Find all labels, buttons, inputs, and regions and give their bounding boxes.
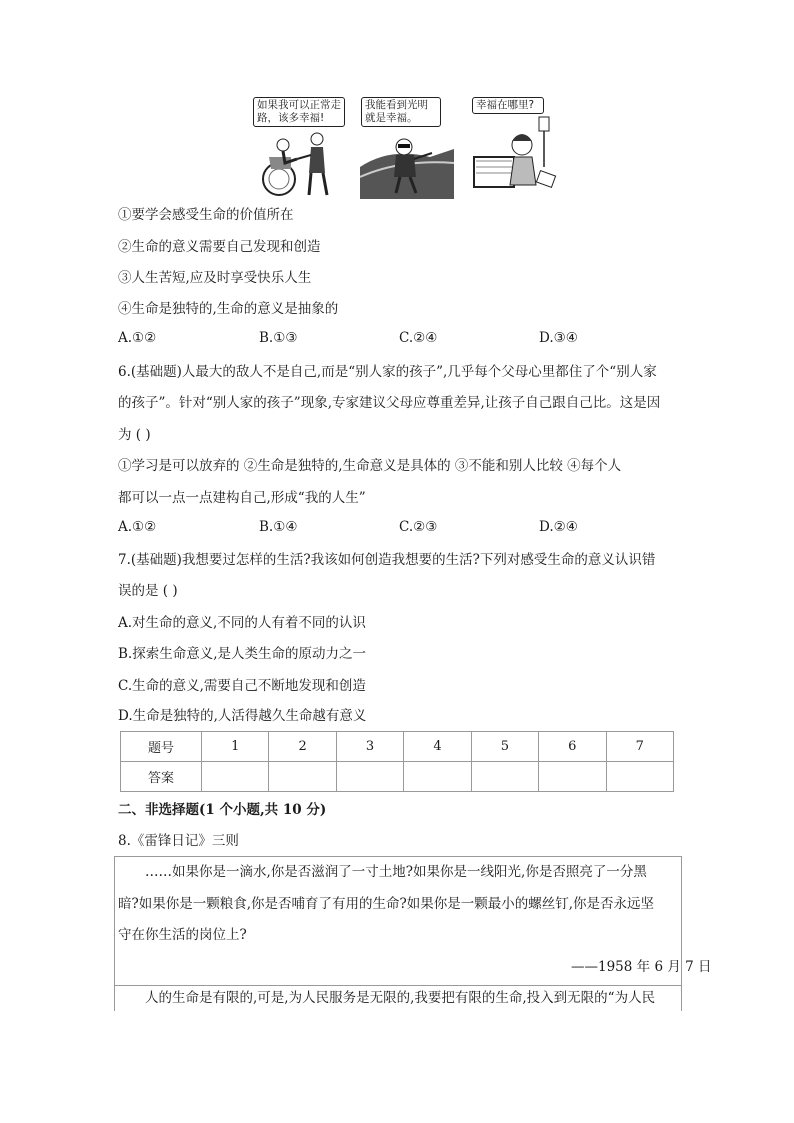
number-cell: 5 xyxy=(471,732,538,762)
answer-cell[interactable] xyxy=(539,762,606,792)
answer-cell[interactable] xyxy=(606,762,673,792)
passage1-line-1: ……如果你是一滴水,你是否滋润了一寸土地?如果你是一线阳光,你是否照亮了一分黑 xyxy=(145,864,647,880)
q7-option-a: A.对生命的意义,不同的人有着不同的认识 xyxy=(118,615,366,631)
answer-table xyxy=(120,731,674,792)
q5-option-c: C.②④ xyxy=(399,330,438,346)
q5-option-b: B.①③ xyxy=(259,330,298,346)
q6-option-b: B.①④ xyxy=(259,519,298,535)
answer-label-cell: 答案 xyxy=(121,762,202,792)
cartoon-patient xyxy=(468,97,562,199)
number-cell: 1 xyxy=(202,732,269,762)
number-cell: 7 xyxy=(606,732,673,762)
q6-items-line-1: ①学习是可以放弃的 ②生命是独特的,生命意义是具体的 ③不能和别人比较 ④每个人 xyxy=(118,458,622,474)
number-cell: 3 xyxy=(336,732,403,762)
speech-bubble-2: 我能看到光明就是幸福。 xyxy=(361,97,441,127)
q7-stem-line-2: 误的是 ( ) xyxy=(118,583,178,599)
q7-option-b: B.探索生命意义,是人类生命的原动力之一 xyxy=(118,646,367,662)
passage1-line-3: 守在你生活的岗位上? xyxy=(118,927,247,943)
answer-table-answer-row xyxy=(121,762,674,792)
q7-option-d: D.生命是独特的,人活得越久生命越有意义 xyxy=(118,708,367,724)
number-cell: 4 xyxy=(404,732,471,762)
section-title: 二、非选择题(1 个小题,共 10 分) xyxy=(118,802,327,818)
diary-date: ——1958 年 6 月 7 日 xyxy=(571,959,712,975)
q5-option-a: A.①② xyxy=(118,330,157,346)
passage1-line-2: 暗?如果你是一颗粮食,你是否哺育了有用的生命?如果你是一颗最小的螺丝钉,你是否永远坚 xyxy=(118,896,655,912)
q7-stem-line-1: 7.(基础题)我想要过怎样的生活?我该如何创造我想要的生活?下列对感受生命的意义认识错 xyxy=(118,552,656,568)
q6-option-d: D.②④ xyxy=(539,519,578,535)
answer-cell[interactable] xyxy=(336,762,403,792)
number-cell: 2 xyxy=(269,732,336,762)
header-label-cell: 题号 xyxy=(121,732,202,762)
number-cell: 6 xyxy=(539,732,606,762)
answer-cell[interactable] xyxy=(202,762,269,792)
q6-option-c: C.②③ xyxy=(399,519,438,535)
q5-item-2: ②生命的意义需要自己发现和创造 xyxy=(118,239,321,255)
cartoon-wheelchair xyxy=(251,97,345,199)
q6-stem-line-2: 的孩子”。针对“别人家的孩子”现象,专家建议父母应尊重差异,让孩子自己跟自己比。这是因 xyxy=(118,395,661,411)
q6-option-a: A.①② xyxy=(118,519,157,535)
divider xyxy=(115,985,681,986)
answer-cell[interactable] xyxy=(404,762,471,792)
speech-bubble-1: 如果我可以正常走路，该多幸福! xyxy=(253,97,345,127)
q7-option-c: C.生命的意义,需要自己不断地发现和创造 xyxy=(118,678,366,694)
q8-title: 8.《雷锋日记》三则 xyxy=(118,833,239,849)
answer-cell[interactable] xyxy=(269,762,336,792)
q5-item-4: ④生命是独特的,生命的意义是抽象的 xyxy=(118,301,339,317)
q5-option-d: D.③④ xyxy=(539,330,578,346)
passage2-line-1: 人的生命是有限的,可是,为人民服务是无限的,我要把有限的生命,投入到无限的“为人民 xyxy=(145,990,656,1006)
q6-items-line-2: 都可以一点一点建构自己,形成“我的人生” xyxy=(118,490,366,506)
q5-item-1: ①要学会感受生命的价值所在 xyxy=(118,207,294,223)
q6-stem-line-1: 6.(基础题)人最大的敌人不是自己,而是“别人家的孩子”,几乎每个父母心里都住了个“别人家 xyxy=(118,364,657,380)
speech-bubble-3: 幸福在哪里? xyxy=(472,97,544,114)
q5-item-3: ③人生苦短,应及时享受快乐人生 xyxy=(118,270,312,286)
answer-table-header-row xyxy=(121,732,674,762)
cartoon-blind-man xyxy=(360,97,454,199)
q6-stem-line-3: 为 ( ) xyxy=(118,427,151,443)
answer-cell[interactable] xyxy=(471,762,538,792)
